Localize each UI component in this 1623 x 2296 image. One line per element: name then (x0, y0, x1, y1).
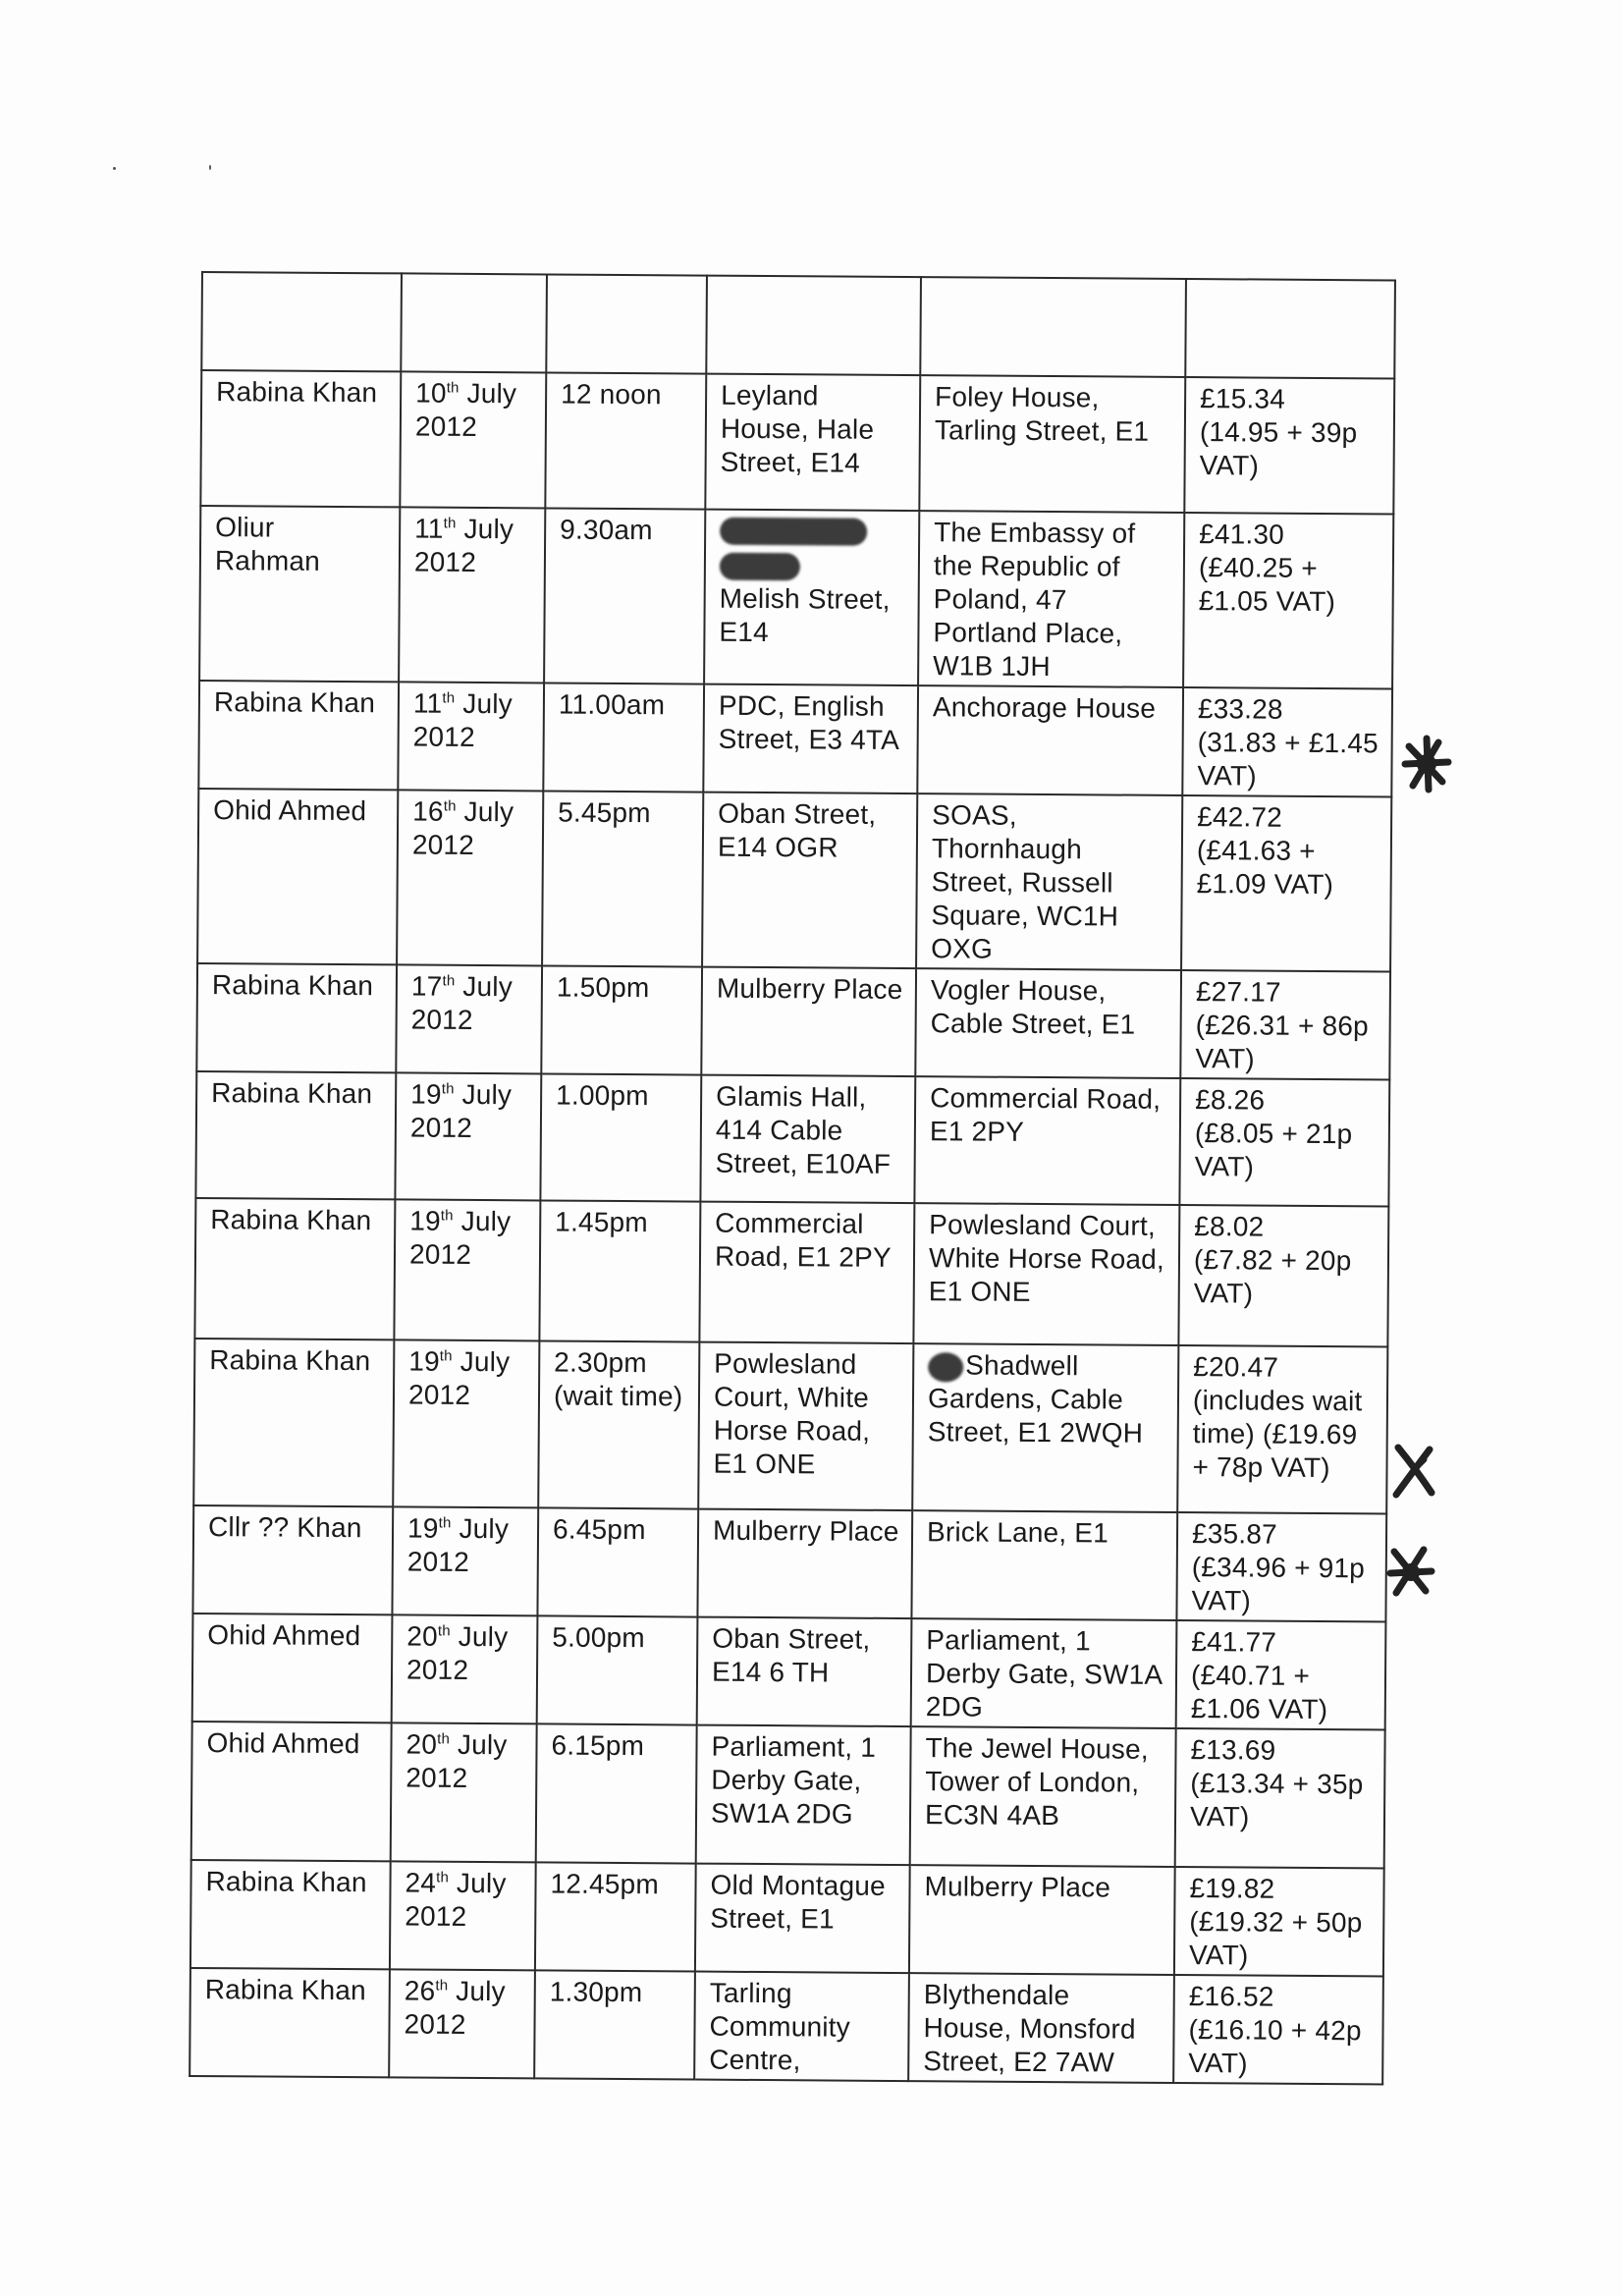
passenger-cell (190, 1860, 391, 1969)
from-cell (704, 510, 919, 686)
date-cell (389, 1969, 535, 2078)
time-cell (539, 1200, 700, 1341)
fare-total: £13.69 (1190, 1734, 1276, 1766)
date-year: 2012 (404, 2008, 466, 2040)
date-year: 2012 (407, 1379, 471, 1410)
date-cell (399, 507, 545, 683)
date-month: July (463, 513, 514, 545)
from-cell (700, 1075, 915, 1204)
from-address: PDC, English Street, E3 4TA (718, 689, 900, 755)
date-year: 2012 (406, 1762, 468, 1793)
header-cell (401, 273, 547, 372)
date-month: July (462, 687, 514, 720)
date-cell (392, 1614, 538, 1723)
pickup-time: 12.45pm (550, 1868, 660, 1900)
date-cell (394, 1199, 540, 1340)
from-address: Leyland House, Hale Street, E14 (720, 379, 875, 478)
passenger-cell (192, 1505, 393, 1614)
date-day: 16 (412, 795, 444, 827)
fare-total: £33.28 (1197, 693, 1283, 725)
to-address: SOAS, Thornhaugh Street, Russell Square, WC1H OXG (931, 799, 1119, 964)
fare-total: £16.52 (1188, 1981, 1274, 2012)
to-address: Brick Lane, E1 (926, 1516, 1109, 1549)
pickup-time: 5.00pm (552, 1621, 645, 1654)
header-cell (546, 274, 707, 373)
from-address: Tarling Community Centre, (709, 1977, 851, 2076)
scan-speck (209, 165, 211, 170)
date-ordinal: th (440, 1207, 454, 1225)
cost-cell (1180, 970, 1390, 1079)
to-cell (910, 1726, 1176, 1867)
date-day: 19 (406, 1512, 439, 1544)
date-ordinal: th (435, 1977, 449, 1995)
fare-total: £35.87 (1191, 1518, 1277, 1550)
time-cell (544, 508, 705, 683)
from-address: Glamis Hall, 414 Cable Street, E10AF (715, 1080, 892, 1179)
from-address: Oban Street, E14 OGR (717, 797, 877, 863)
date-cell (390, 1861, 536, 1970)
from-cell (705, 374, 920, 512)
fare-breakdown: (£7.82 + 20p VAT) (1193, 1244, 1352, 1309)
date-day: 11 (412, 687, 443, 719)
expense-table-wrapper (189, 271, 1394, 2085)
from-cell (702, 793, 917, 969)
from-cell (703, 684, 918, 794)
date-ordinal: th (436, 1869, 450, 1886)
redaction-mark (720, 553, 800, 581)
passenger-name: Rabina Khan (213, 686, 376, 719)
table-row (198, 681, 1392, 796)
fare-total: £20.47 (1193, 1351, 1279, 1383)
asterisk-mark (1382, 1542, 1437, 1601)
table-row (193, 1339, 1387, 1513)
date-day: 20 (406, 1620, 438, 1652)
to-address: Vogler House, Cable Street, E1 (930, 974, 1136, 1040)
table-row (195, 1071, 1389, 1206)
time-cell (543, 683, 704, 792)
pickup-time: 1.30pm (549, 1976, 643, 2008)
fare-total: £15.34 (1200, 383, 1286, 414)
passenger-name: Cllr ?? Khan (207, 1511, 362, 1544)
date-year: 2012 (408, 1238, 472, 1270)
to-cell (909, 1865, 1175, 1975)
time-cell (538, 1340, 699, 1508)
to-cell (914, 1076, 1180, 1205)
cost-cell (1175, 1728, 1385, 1868)
passenger-cell (189, 1968, 390, 2077)
to-address: Parliament, 1 Derby Gate, SW1A 2DG (925, 1624, 1162, 1722)
date-ordinal: th (442, 689, 456, 707)
to-address: Commercial Road, E1 2PY (929, 1082, 1162, 1147)
date-month: July (462, 970, 514, 1003)
from-address: Parliament, 1 Derby Gate, SW1A 2DG (710, 1730, 877, 1830)
pickup-time: 1.50pm (556, 971, 650, 1004)
fare-breakdown: (£8.05 + 21p VAT) (1194, 1118, 1353, 1182)
passenger-name: Rabina Khan (211, 1077, 373, 1110)
to-address: Anchorage House (932, 691, 1157, 724)
table-row (189, 1968, 1383, 2084)
time-cell (545, 372, 706, 509)
from-address: Melish Street, E14 (719, 582, 891, 647)
to-address: Mulberry Place (924, 1871, 1111, 1903)
date-year: 2012 (410, 1004, 473, 1035)
table-row (192, 1505, 1386, 1621)
date-year: 2012 (409, 1112, 473, 1143)
table-row (190, 1860, 1384, 1976)
passenger-cell (197, 789, 398, 964)
passenger-cell (200, 370, 401, 507)
fare-total: £19.82 (1189, 1873, 1275, 1904)
date-day: 11 (414, 513, 444, 544)
time-cell (536, 1723, 697, 1863)
passenger-cell (196, 963, 397, 1072)
fare-total: £8.02 (1194, 1211, 1265, 1242)
cost-cell (1181, 795, 1391, 971)
cost-cell (1176, 1512, 1386, 1621)
date-year: 2012 (406, 1654, 469, 1685)
pickup-time: 11.00am (558, 688, 666, 721)
passenger-name: Ohid Ahmed (206, 1727, 360, 1760)
to-cell (912, 1343, 1178, 1512)
pickup-time: 12 noon (561, 378, 662, 410)
time-cell (537, 1615, 698, 1724)
x-mark (1386, 1440, 1441, 1499)
passenger-cell (192, 1613, 393, 1722)
fare-total: £8.26 (1195, 1084, 1266, 1116)
header-cell (1185, 279, 1395, 378)
date-cell (391, 1722, 537, 1862)
passenger-name: Rabina Khan (211, 969, 374, 1002)
fare-total: £27.17 (1195, 976, 1281, 1008)
date-day: 26 (404, 1975, 436, 2006)
fare-breakdown: (£26.31 + 86p VAT) (1195, 1010, 1369, 1074)
to-cell (908, 1973, 1174, 2083)
passenger-cell (194, 1198, 395, 1339)
date-month: July (463, 795, 514, 828)
date-month: July (460, 1345, 511, 1378)
cost-cell (1184, 377, 1394, 514)
date-month: July (458, 1620, 509, 1653)
to-cell (919, 375, 1185, 513)
cost-cell (1176, 1620, 1386, 1729)
date-cell (398, 682, 544, 791)
fare-breakdown: (£40.25 + £1.05 VAT) (1198, 552, 1336, 618)
fare-breakdown: (£34.96 + 91p VAT) (1191, 1552, 1366, 1616)
fare-breakdown: (includes wait time) (£19.69 + 78p VAT) (1192, 1385, 1363, 1484)
cost-cell (1183, 513, 1393, 688)
pickup-time: 6.45pm (552, 1513, 646, 1546)
table-row (196, 963, 1390, 1079)
date-cell (400, 371, 546, 508)
to-cell (911, 1618, 1177, 1728)
passenger-cell (191, 1722, 392, 1861)
to-cell (915, 968, 1181, 1078)
date-year: 2012 (412, 721, 475, 752)
date-cell (393, 1339, 539, 1507)
date-month: July (466, 377, 517, 410)
date-cell (392, 1506, 538, 1615)
redaction-mark (928, 1352, 963, 1382)
fare-breakdown: (£41.63 + £1.09 VAT) (1196, 835, 1334, 901)
date-year: 2012 (405, 1900, 467, 1932)
passenger-name: Oliur Rahman (214, 512, 321, 576)
fare-total: £42.72 (1197, 801, 1283, 833)
fare-breakdown: (£16.10 + 42p VAT) (1188, 2014, 1362, 2079)
cost-cell (1178, 1205, 1388, 1346)
date-year: 2012 (411, 829, 475, 860)
date-month: July (456, 1867, 507, 1899)
redaction-mark (720, 517, 867, 545)
to-address: Foley House, Tarling Street, E1 (934, 381, 1150, 447)
fare-total: £41.30 (1199, 519, 1285, 550)
date-cell (396, 964, 542, 1073)
date-day: 17 (410, 970, 443, 1002)
time-cell (537, 1507, 698, 1616)
table-row (197, 789, 1391, 971)
time-cell (541, 965, 702, 1074)
passenger-cell (198, 681, 399, 790)
pickup-time: 6.15pm (551, 1729, 645, 1762)
date-day: 20 (406, 1728, 438, 1760)
to-cell (916, 793, 1182, 970)
cost-cell (1174, 1867, 1384, 1976)
date-ordinal: th (442, 972, 456, 990)
from-address: Mulberry Place (712, 1514, 899, 1547)
date-cell (395, 1072, 541, 1200)
time-cell (542, 791, 703, 966)
from-cell (696, 1725, 911, 1866)
table-row (200, 370, 1394, 514)
cost-cell (1179, 1078, 1389, 1206)
passenger-name: Rabina Khan (209, 1344, 371, 1377)
cost-cell (1173, 1975, 1383, 2084)
header-cell (706, 276, 921, 376)
passenger-name: Rabina Khan (204, 1974, 366, 2006)
date-ordinal: th (439, 1347, 453, 1365)
from-cell (697, 1509, 912, 1619)
fare-breakdown: (£40.71 + £1.06 VAT) (1190, 1660, 1328, 1725)
date-day: 19 (410, 1078, 442, 1110)
date-ordinal: th (438, 1514, 452, 1532)
date-year: 2012 (406, 1546, 470, 1577)
date-month: July (460, 1205, 512, 1237)
from-cell (701, 967, 916, 1077)
to-address: The Embassy of the Republic of Poland, 47 Portland Place, W1B 1JH (933, 517, 1136, 683)
fare-breakdown: (14.95 + 39p VAT) (1199, 416, 1358, 481)
header-cell (920, 277, 1186, 377)
from-cell (698, 1342, 913, 1511)
passenger-name: Ohid Ahmed (213, 794, 367, 827)
to-cell (911, 1510, 1177, 1620)
to-address: Powlesland Court, White Horse Road, E1 ONE (928, 1209, 1165, 1307)
asterisk-mark (1399, 735, 1454, 793)
date-year: 2012 (413, 546, 477, 577)
date-month: July (456, 1975, 506, 2007)
date-year: 2012 (414, 410, 478, 442)
to-address: The Jewel House, Tower of London, EC3N 4AB (924, 1732, 1149, 1831)
passenger-name: Rabina Khan (216, 376, 378, 409)
date-month: July (457, 1728, 508, 1761)
to-cell (917, 685, 1183, 795)
scan-speck (113, 167, 116, 170)
passenger-cell (195, 1071, 396, 1199)
date-ordinal: th (437, 1730, 451, 1748)
from-address: Mulberry Place (716, 972, 903, 1006)
pickup-time: 1.45pm (555, 1206, 648, 1238)
passenger-name: Rabina Khan (210, 1204, 372, 1236)
passenger-cell (193, 1339, 394, 1506)
cost-cell (1182, 687, 1392, 796)
from-cell (697, 1617, 912, 1727)
date-day: 19 (409, 1205, 441, 1236)
taxi-expense-table (189, 271, 1396, 2085)
date-day: 24 (405, 1867, 437, 1898)
table-row (194, 1198, 1388, 1346)
date-month: July (459, 1512, 510, 1545)
from-address: Oban Street, E14 6 TH (711, 1622, 871, 1688)
date-ordinal: th (443, 797, 457, 815)
time-cell (535, 1862, 696, 1971)
to-cell (913, 1203, 1179, 1345)
passenger-cell (199, 506, 400, 682)
time-cell (534, 1970, 695, 2079)
time-cell (540, 1073, 701, 1201)
table-row (191, 1722, 1385, 1868)
passenger-name: Rabina Khan (205, 1866, 367, 1898)
pickup-time: 9.30am (560, 514, 653, 546)
date-ordinal: th (446, 379, 460, 397)
header-cell (201, 272, 402, 371)
to-cell (918, 511, 1184, 687)
from-address: Powlesland Court, White Horse Road, E1 ONE (713, 1347, 871, 1480)
date-cell (397, 790, 543, 965)
date-day: 19 (408, 1345, 440, 1377)
from-address: Commercial Road, E1 2PY (714, 1207, 892, 1273)
from-cell (699, 1202, 914, 1344)
fare-breakdown: (£19.32 + 50p VAT) (1188, 1906, 1363, 1971)
date-ordinal: th (441, 1080, 455, 1098)
from-cell (695, 1864, 910, 1974)
fare-breakdown: (31.83 + £1.45 VAT) (1197, 727, 1379, 792)
to-address: Blythendale House, Monsford Street, E2 7AW (923, 1979, 1136, 2078)
date-ordinal: th (437, 1622, 451, 1640)
date-ordinal: th (443, 515, 457, 532)
header-row (201, 272, 1395, 378)
date-month: July (461, 1078, 513, 1111)
pickup-time: 2.30pm (wait time) (553, 1346, 683, 1412)
from-address: Old Montague Street, E1 (710, 1869, 886, 1935)
date-day: 10 (415, 377, 447, 409)
fare-total: £41.77 (1191, 1626, 1277, 1658)
table-row (192, 1613, 1386, 1729)
table-row (199, 506, 1393, 688)
pickup-time: 5.45pm (558, 796, 651, 829)
to-address: Shadwell Gardens, Cable Street, E1 2WQH (927, 1349, 1144, 1449)
passenger-name: Ohid Ahmed (207, 1619, 361, 1652)
from-cell (694, 1972, 909, 2082)
pickup-time: 1.00pm (556, 1079, 649, 1112)
fare-breakdown: (£13.34 + 35p VAT) (1189, 1768, 1364, 1832)
cost-cell (1177, 1345, 1387, 1513)
